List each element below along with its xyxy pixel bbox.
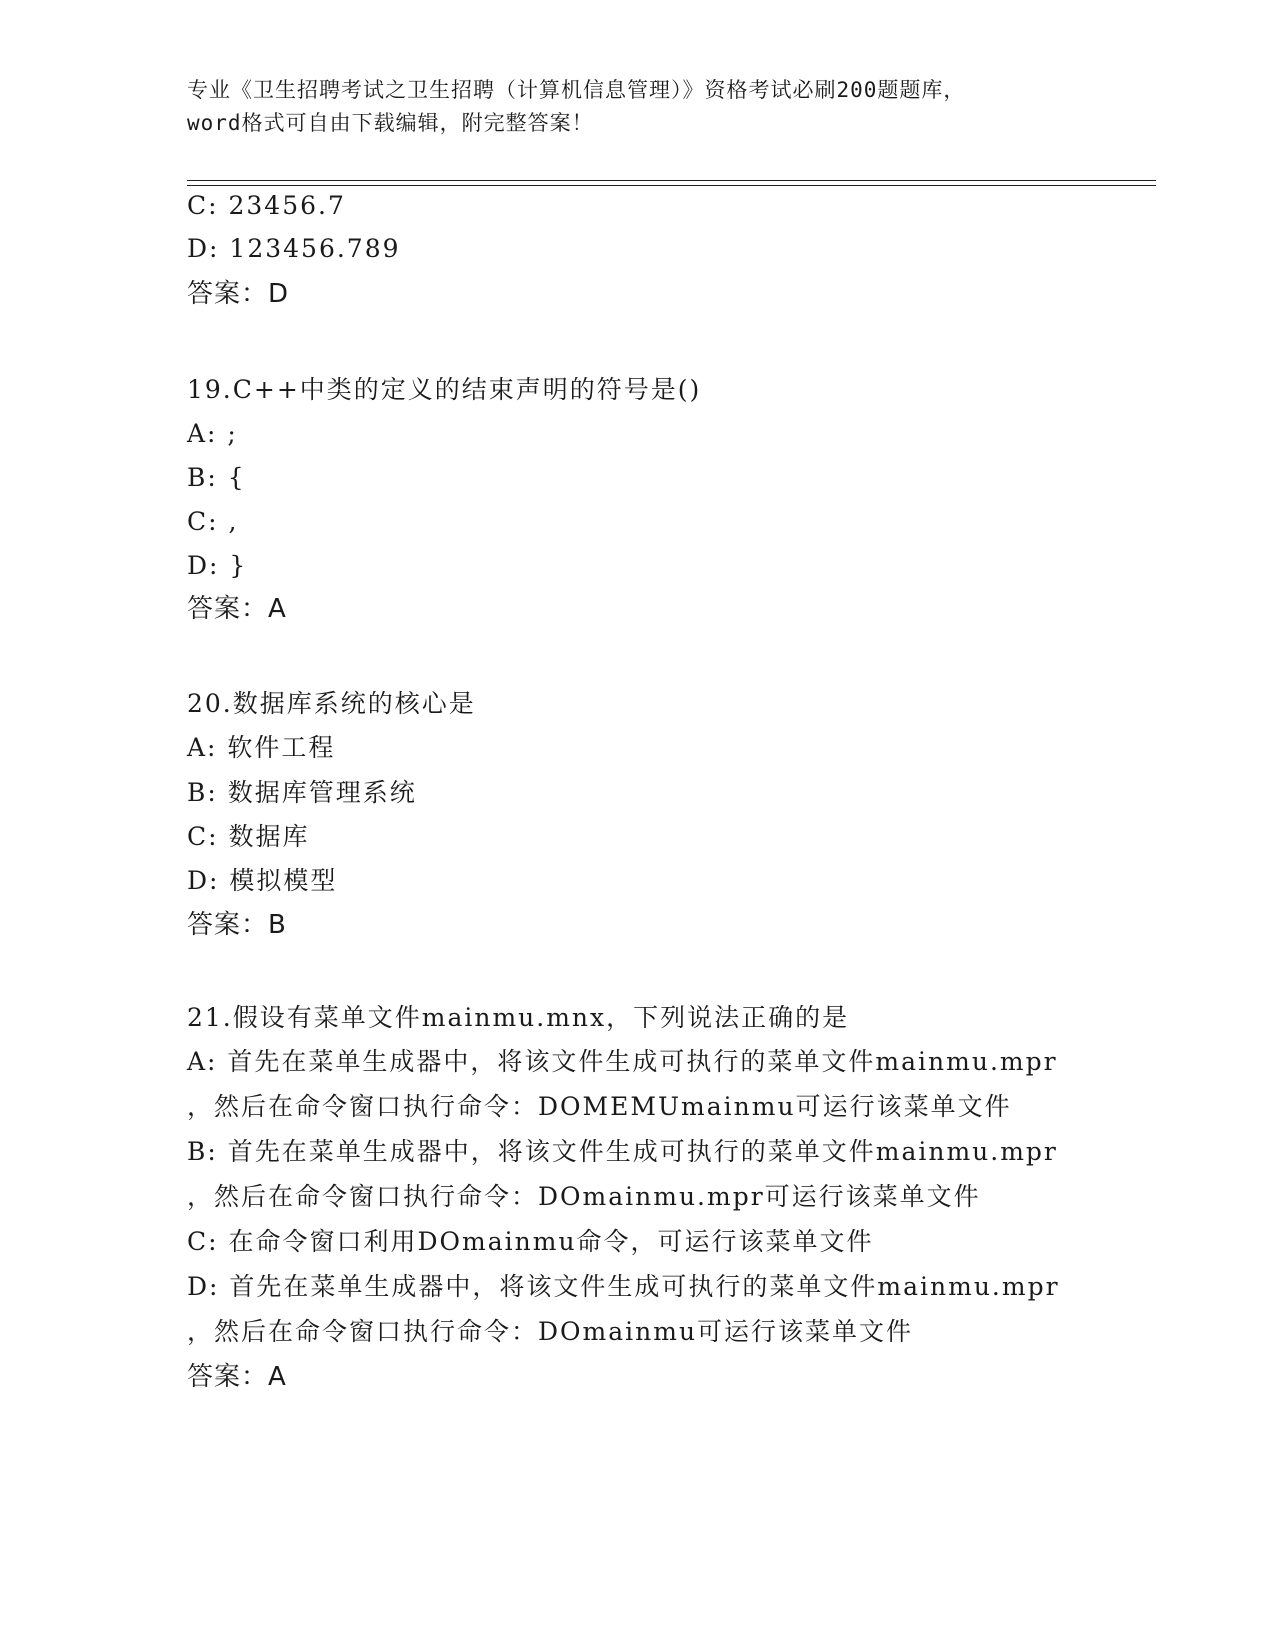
q19-title: 19.C++中类的定义的结束声明的符号是() (187, 375, 702, 404)
q20-answer: 答案：B (187, 910, 287, 940)
q20-option-a: A: 软件工程 (187, 733, 336, 762)
q19-option-c: C: , (187, 507, 239, 536)
q21-title: 21.假设有菜单文件mainmu.mnx，下列说法正确的是 (187, 1003, 850, 1032)
prev-option-c: C: 23456.7 (187, 191, 346, 220)
q21-option-c: C: 在命令窗口利用DOmainmu命令，可运行该菜单文件 (187, 1227, 874, 1256)
prev-answer: 答案：D (187, 279, 290, 309)
q19-option-a: A: ; (187, 419, 238, 448)
q19-option-d: D: } (187, 551, 248, 580)
q21-option-d-line2: ，然后在命令窗口执行命令：DOmainmu可运行该菜单文件 (187, 1317, 914, 1346)
q19-answer: 答案：A (187, 594, 287, 624)
header-divider-top (187, 180, 1156, 181)
q21-option-a-line1: A: 首先在菜单生成器中，将该文件生成可执行的菜单文件mainmu.mpr (187, 1047, 1058, 1076)
header-divider-bottom (187, 185, 1156, 186)
q20-option-d: D: 模拟模型 (187, 866, 338, 895)
q21-option-b-line2: ，然后在命令窗口执行命令：DOmainmu.mpr可运行该菜单文件 (187, 1182, 981, 1211)
q21-option-a-line2: ，然后在命令窗口执行命令：DOMEMUmainmu可运行该菜单文件 (187, 1092, 1012, 1121)
prev-option-d: D: 123456.789 (187, 234, 401, 263)
q21-answer: 答案：A (187, 1362, 287, 1392)
q20-option-c: C: 数据库 (187, 822, 310, 851)
q21-option-d-line1: D: 首先在菜单生成器中，将该文件生成可执行的菜单文件mainmu.mpr (187, 1272, 1060, 1301)
header-line-2: word格式可自由下载编辑，附完整答案！ (187, 111, 594, 135)
q21-option-b-line1: B: 首先在菜单生成器中，将该文件生成可执行的菜单文件mainmu.mpr (187, 1137, 1058, 1166)
q20-option-b: B: 数据库管理系统 (187, 778, 417, 807)
q19-option-b: B: { (187, 463, 246, 492)
document-header (187, 74, 1117, 140)
q20-title: 20.数据库系统的核心是 (187, 689, 476, 718)
header-line-1: 专业《卫生招聘考试之卫生招聘（计算机信息管理）》资格考试必刷200题题库， (187, 78, 966, 102)
